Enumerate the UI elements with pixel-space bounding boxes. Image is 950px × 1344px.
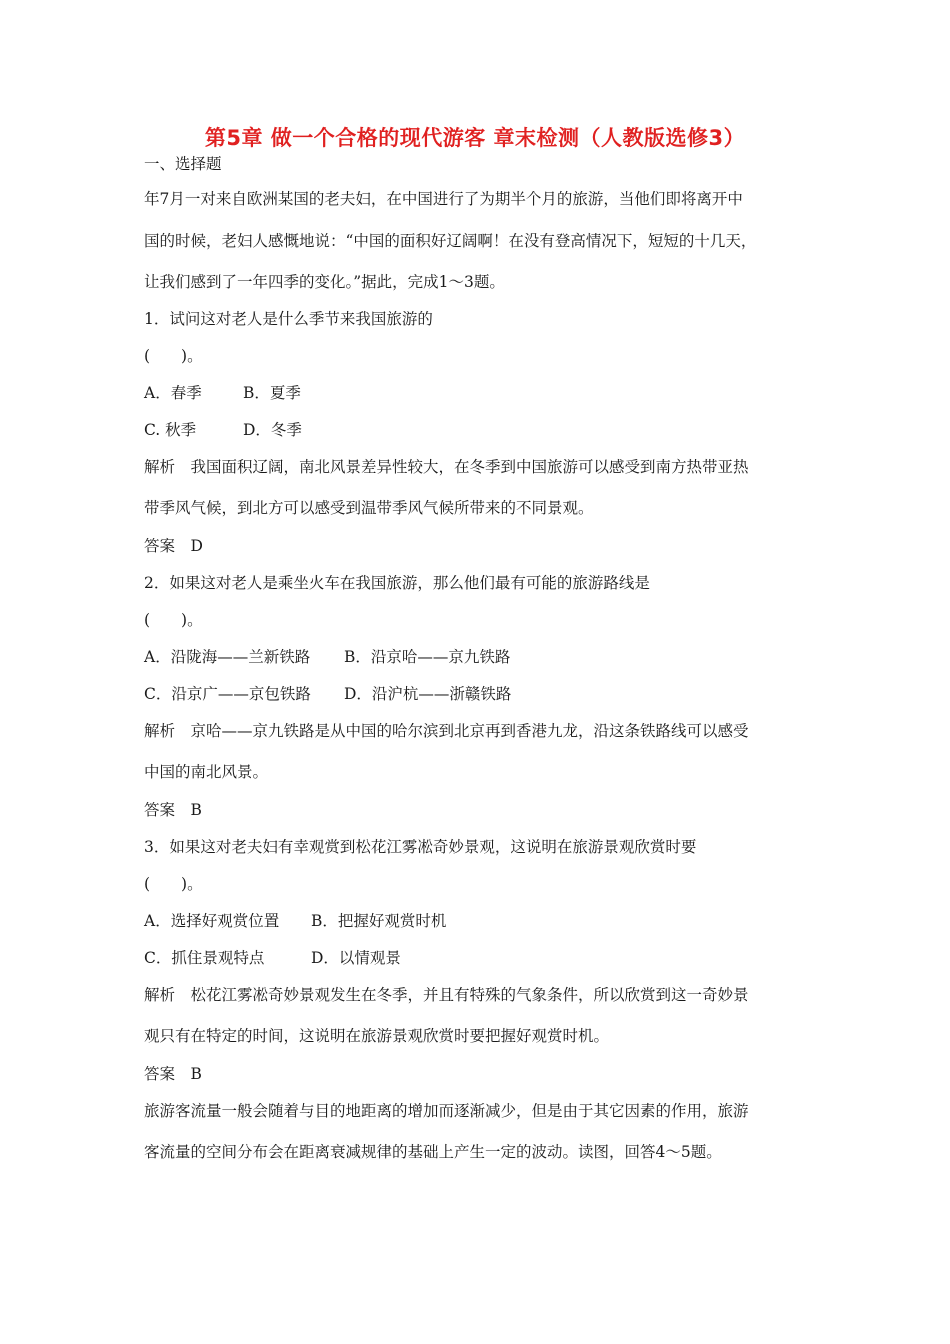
q2-option-a: A．沿陇海——兰新铁路 bbox=[144, 648, 311, 666]
q2-option-b: B．沿京哈——京九铁路 bbox=[344, 648, 511, 666]
q1-option-d: D．冬季 bbox=[243, 421, 302, 439]
intro1-line-2: 国的时候，老妇人感慨地说：“中国的面积好辽阔啊！在没有登高情况下，短短的十几天， bbox=[144, 232, 757, 250]
q1-option-b: B．夏季 bbox=[243, 384, 301, 402]
q2-analysis-line-1: 解析 京哈——京九铁路是从中国的哈尔滨到北京再到香港九龙，沿这条铁路线可以感受 bbox=[144, 722, 749, 740]
q1-option-c: C. 秋季 bbox=[144, 421, 197, 439]
document-title: 第5章 做一个合格的现代游客 章末检测（人教版选修3） bbox=[204, 126, 746, 150]
q2-answer-blank: ( )。 bbox=[144, 611, 203, 629]
q1-analysis-line-1: 解析 我国面积辽阔，南北风景差异性较大，在冬季到中国旅游可以感受到南方热带亚热 bbox=[144, 458, 749, 476]
q3-answer: 答案 B bbox=[144, 1065, 202, 1083]
q2-option-d: D．沿沪杭——浙赣铁路 bbox=[344, 685, 512, 703]
q1-option-a: A．春季 bbox=[144, 384, 202, 402]
q3-option-a: A．选择好观赏位置 bbox=[144, 912, 280, 930]
q1-answer-blank: ( )。 bbox=[144, 347, 203, 365]
intro2-line-2: 客流量的空间分布会在距离衰减规律的基础上产生一定的波动。读图，回答4～5题。 bbox=[144, 1143, 722, 1161]
q3-analysis-line-1: 解析 松花江雾凇奇妙景观发生在冬季，并且有特殊的气象条件，所以欣赏到这一奇妙景 bbox=[144, 986, 749, 1004]
q1-stem: 1．试问这对老人是什么季节来我国旅游的 bbox=[144, 310, 433, 328]
q3-option-b: B．把握好观赏时机 bbox=[311, 912, 447, 930]
q1-answer: 答案 D bbox=[144, 537, 203, 555]
q3-option-d: D．以情观景 bbox=[311, 949, 401, 967]
q3-answer-blank: ( )。 bbox=[144, 875, 203, 893]
q3-stem: 3．如果这对老夫妇有幸观赏到松花江雾凇奇妙景观，这说明在旅游景观欣赏时要 bbox=[144, 838, 697, 856]
q2-stem: 2．如果这对老人是乘坐火车在我国旅游，那么他们最有可能的旅游路线是 bbox=[144, 574, 650, 592]
q3-analysis-line-2: 观只有在特定的时间，这说明在旅游景观欣赏时要把握好观赏时机。 bbox=[144, 1027, 610, 1045]
q3-option-c: C．抓住景观特点 bbox=[144, 949, 265, 967]
q1-analysis-line-2: 带季风气候，到北方可以感受到温带季风气候所带来的不同景观。 bbox=[144, 499, 594, 517]
intro1-line-3: 让我们感到了一年四季的变化。”据此，完成1～3题。 bbox=[144, 273, 505, 291]
intro2-line-1: 旅游客流量一般会随着与目的地距离的增加而逐渐减少，但是由于其它因素的作用，旅游 bbox=[144, 1102, 749, 1120]
q2-analysis-line-2: 中国的南北风景。 bbox=[144, 763, 269, 781]
intro1-line-1: 年7月一对来自欧洲某国的老夫妇，在中国进行了为期半个月的旅游，当他们即将离开中 bbox=[144, 190, 743, 208]
q2-answer: 答案 B bbox=[144, 801, 202, 819]
section-heading: 一、选择题 bbox=[144, 155, 222, 173]
q2-option-c: C．沿京广——京包铁路 bbox=[144, 685, 311, 703]
